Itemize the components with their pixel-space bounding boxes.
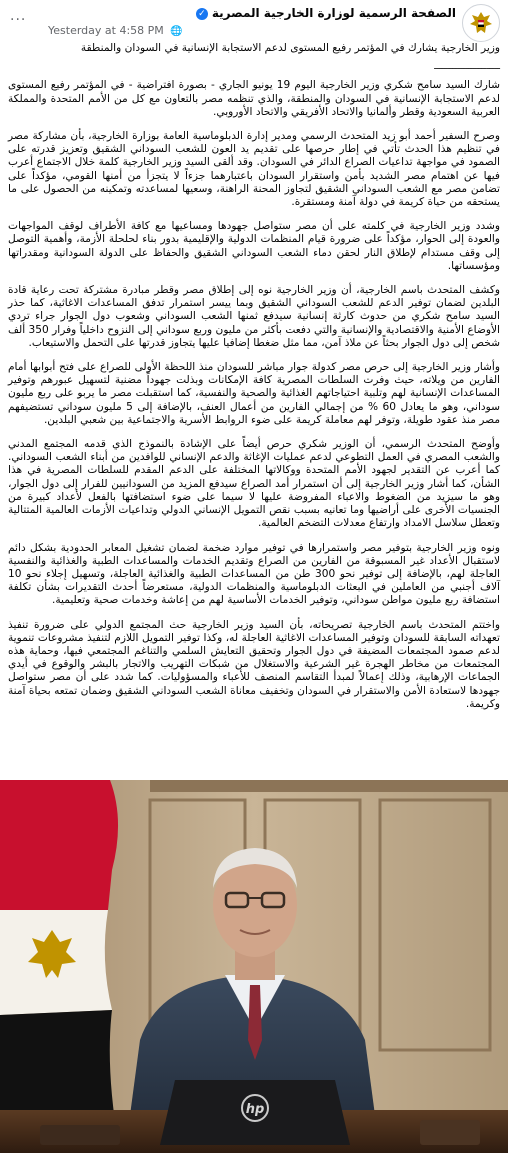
verified-badge-icon: ✓: [196, 8, 208, 20]
post-paragraph-4: وكشف المتحدث باسم الخارجية، أن وزير الخارجية نوه إلى إطلاق مصر وقطر مبادرة مشتركة تحت رعاية قادة البلدين لضمان توفير الدعم للشعب السوداني الشقيق وبما ييسر استمرار تدفق المساعدات الاغاثية، كما حذر السيد سامح شكري من حدوث كارثة إنسانية سيدفع ثمنها الشعب السوداني وشعوب دول الجوار جراء تردي الأوضاع الأمنية والاقتصادية والإنسانية والتي دفعت بأكثر من مليون وربع سوداني إلى النزوح داخلياً وفرار 350 ألف شخص إلى دول الجوار بحثاً عن ملاذ آمن، مما مثل ضغطا إضافيا عليها يتجاوز قدرتها على التحمل والاستيعاب.: [8, 284, 500, 349]
post-paragraph-3: وشدد وزير الخارجية في كلمته على أن مصر ستواصل جهودها ومساعيها مع كافة الأطراف لوقف المواجهات والعودة إلى الحوار، مؤكداً على ضرورة قيام المنظمات الدولية والإقليمية بدور بناء لحلحلة الأزمة، وأهمية التوصل إلى وقف مستدام لإطلاق النار لحقن دماء الشعب السوداني الشقيق والحفاظ على الدولة السودانية ومقدراتها ومؤسساتها.: [8, 220, 500, 272]
eagle-logo-icon: [463, 5, 499, 41]
post-header: [0, 0, 508, 44]
post-paragraph-1: شارك السيد سامح شكري وزير الخارجية اليوم 19 يونيو الجاري - بصورة افتراضية - في المؤتمر رفيع المستوى لدعم الاستجابة الإنسانية في السودان والمنطقة، والذي تنظمه مصر بالتعاون مع كل من الأمم المتحدة والمملكة العربية السعودية وقطر وألمانيا والاتحاد الأفريقي والاتحاد الأوروبي.: [8, 79, 500, 118]
laptop-logo: hp: [245, 1102, 265, 1117]
post-paragraph-2: وصرح السفير أحمد أبو زيد المتحدث الرسمي ومدير إدارة الدبلوماسية العامة بوزارة الخارجية، بأن مشاركة مصر في تنظيم هذا الحدث تأتي في إطار حرصها على تقديم يد العون للشعب السوداني الشقيق وتعزيز قدرته على الصمود في مواجهة تداعيات الصراع الدائر في السودان. وقد ألقى السيد وزير الخارجية كلمة خلال الاجتماع أعرب فيها عن اهتمام مصر الشديد بأمن واستقرار السودان باعتبارهما جزءاً لا يتجزأ من أمنها القومي، مؤكداً على تضامن مصر مع الشعب السوداني الشقيق لتجاوز المحنة الراهنة، وسعيها لمساعدته وتمكينه من الحصول على ما يستحقه من حياة كريمة في دولة آمنة ومستقرة.: [8, 130, 500, 209]
post-meta: [48, 24, 183, 37]
post-separator: ـــــــــــــــــــــــــ: [434, 62, 500, 73]
post-text: [8, 42, 500, 722]
post-paragraph-7: ونوه وزير الخارجية بتوفير مصر واستمرارها في توفير موارد ضخمة لضمان تشغيل المعابر الحدودية بشكل دائم لاستقبال الأعداد غير المسبوقة من الفارين من الصراع وتقديم الخدمات والمساعدات الطبية والغذائية والنفسية العاجلة لهم، بالإضافة إلى توفير نحو 300 طن من المساعدات الطبية والغذائية العاجلة، وتسهيل إجلاء نحو 10 آلاف أجنبي من العاملين في البعثات الدبلوماسية والمنظمات الدولية، مستعرضاً أحدث التقديرات بشأن تكلفة استضافة ربع مليون مواطن سوداني، وتوفير الخدمات الأساسية لهم من إعاشة وخدمات صحية وتعليمية.: [8, 541, 500, 607]
post-timestamp[interactable]: Yesterday at 4:58 PM: [48, 24, 164, 37]
page-name-text[interactable]: الصفحة الرسمية لوزارة الخارجية المصرية: [211, 6, 456, 20]
flag-red-stripe: [0, 780, 118, 910]
post-photo[interactable]: [0, 780, 508, 1153]
post-paragraph-6: وأوضح المتحدث الرسمي، أن الوزير شكري حرص أيضاً على الإشادة بالنموذج الذي قدمه المجتمع المدني والشعب المصري في العمل التطوعي لدعم عمليات الإغاثة والدعم الإنساني للوافدين من أبناء الشعب السوداني. كما أعرب عن التقدير لجهود الأمم المتحدة ووكالاتها المختلفة على الدعم المقدم للسلطات المصرية في هذا الشأن، كما أشار وزير الخارجية إلى أن استمرار أمد الصراع سيدفع المزيد من السودانيين للفرار إلى دول الجوار، وهو ما سيزيد من الضغوط والاعباء المفروضة عليها لا سيما على ضوء استضافتها بالفعل لأعداد كبيرة من الجنسيات الأخرى على أراضيها وما تعانيه بسبب نقص التمويل الإنساني الدولي وتداعيات الأزمات العالمية المتتالية وتعطل سلاسل الامداد وارتفاع معدلات التضخم العالمية.: [8, 438, 500, 530]
page-avatar[interactable]: [462, 4, 500, 42]
more-dots-icon[interactable]: ···: [10, 12, 27, 28]
post-title: وزير الخارجية يشارك في المؤتمر رفيع المستوى لدعم الاستجابة الإنسانية في السودان والمنطقة: [80, 42, 500, 54]
page-name[interactable]: [196, 6, 456, 20]
post-paragraph-8: واختتم المتحدث باسم الخارجية تصريحاته، بأن السيد وزير الخارجية حث المجتمع الدولي على ضرورة تنفيذ تعهداته السابقة للسودان وتوفير المساعدات الاغاثية العاجلة له، وكذا توفير التمويل اللازم لتنفيذ مشروعات تنموية لدعم صمود المجتمعات المضيفة في دول الجوار وتحقيق التعايش السلمي والتناغم المجتمعي فيها، وحماية هذه المجتمعات من مخاطر الهجرة غير الشرعية والاستغلال من شبكات التهريب والاتجار بالبشر والوقوع في أيدي الجماعات الإرهابية، وذلك إعمالاً لمبدأ التقاسم المنصف للأعباء والمسؤوليات. كما شدد على أن مصر ستواصل جهودها لاستعادة الأمن والاستقرار في السودان وتخفيف معاناة الشعب السوداني الشقيق وضمان تمتعه بحياة آمنة وكريمة.: [8, 618, 500, 710]
post-paragraph-5: وأشار وزير الخارجية إلى حرص مصر كدولة جوار مباشر للسودان منذ اللحظة الأولى للصراع على فتح أبوابها أمام الفارين من ويلاته، حيث وفرت السلطات المصرية كافة الإمكانات وبذلت جهوداً مضنية لتسهيل عبورهم وتوفير المساعدات الإنسانية لهم وتلبية احتياجاتهم الغذائية والصحية والنفسية، كما استقبلت مصر ما يربو على ربع مليون سوداني، وهو ما يعادل 60 % من إجمالي الفارين من أعمال العنف، بالإضافة إلى 5 مليون سوداني تستضيفهم مصر منذ عقود طويلة، وتوفر لهم معاملة كريمة على ضوء الروابط الأسرية والاجتماعية بين شعبي البلدين.: [8, 361, 500, 426]
minister-video-call-image: [0, 780, 508, 1153]
globe-icon: 🌐: [170, 26, 183, 37]
